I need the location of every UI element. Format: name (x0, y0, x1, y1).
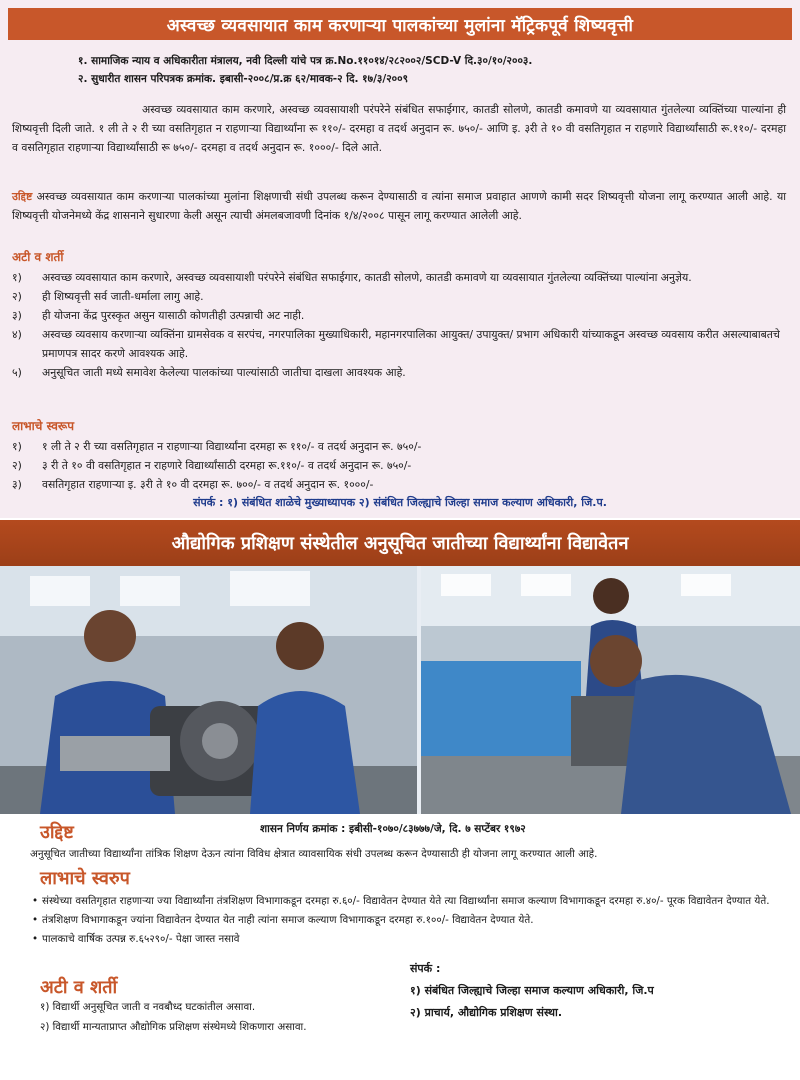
workshop-photo-left (0, 566, 417, 814)
list-item (12, 363, 788, 382)
list-item (12, 456, 788, 475)
stipend-contact-block (410, 958, 790, 1024)
list-item (12, 306, 788, 325)
item-number: ३) (12, 478, 22, 491)
contact-label: संपर्क : (410, 962, 441, 975)
pre-matric-scholarship-section (0, 0, 800, 518)
reference-2: २. सुधारीत शासन परिपत्रक क्रमांक. इबासी-२००८/प्र.क्र ६२/मावक-२ दि. १७/३/२००९ (78, 73, 409, 85)
list-item (32, 912, 772, 929)
stipend-benefits-list (32, 893, 772, 950)
item-number: ३) (12, 309, 22, 322)
workshop-photo-right (421, 566, 800, 814)
benefits-heading: लाभाचे स्वरूप (12, 419, 75, 433)
contact-item: २) प्राचार्य, औद्योगिक प्रशिक्षण संस्था. (410, 1006, 563, 1019)
list-item (32, 893, 772, 910)
conditions-list (12, 268, 788, 382)
stipend-conditions-list (40, 997, 440, 1037)
list-item (12, 437, 788, 456)
item-text: ३ री ते १० वी वसतिगृहात न राहणारे विद्यार्थ्यांसाठी दरमहा रू.११०/- व तदर्थ अनुदान रू. ७५०/- (42, 459, 412, 472)
stipend-benefits-heading: लाभाचे स्वरुप (40, 868, 130, 889)
item-text: पालकाचे वार्षिक उत्पन्न रु.६५२९०/- पेक्षा जास्त नसावे (42, 933, 240, 945)
item-text: अस्वच्छ व्यवसाय करणाऱ्या व्यक्तिंना ग्रामसेवक व सरपंच, नगरपालिका मुख्याधिकारी, महानगरपालिका आयुक्त/ उपायुक्त/ प्रभाग अधिकारी यांच्याकडून अस्वच्छ व्यवसाय करीत असल्याबाबतचे प्रमाणपत्र सादर करणे आवश्यक आहे. (42, 328, 780, 360)
benefits-list (12, 437, 788, 494)
item-text: १ ली ते २ री च्या वसतिगृहात न राहणाऱ्या विद्यार्थ्यांना दरमहा रू ११०/- व तदर्थ अनुदान रू. ७५०/- (42, 440, 422, 453)
objective-paragraph (12, 187, 786, 225)
contact-item: १) संबंधित जिल्ह्याचे जिल्हा समाज कल्याण अधिकारी, जि.प (410, 984, 654, 997)
item-number: १) (12, 440, 22, 453)
stipend-objective-heading: उद्दिष्ट (40, 822, 74, 843)
item-text: अनुसूचित जाती मध्ये समावेश केलेल्या पालकांच्या पाल्यांसाठी जातीचा दाखला आवश्यक आहे. (42, 366, 406, 379)
item-number: २) (12, 459, 22, 472)
list-item (12, 287, 788, 306)
bullet-icon: • (32, 933, 39, 945)
list-item: २) विद्यार्थी मान्यताप्राप्त औद्योगिक प्रशिक्षण संस्थेमध्ये शिकणारा असावा. (40, 1021, 307, 1033)
reference-block (78, 52, 788, 88)
item-text: ही शिष्यवृत्ती सर्व जाती-धर्माला लागु आहे. (42, 290, 204, 303)
bullet-icon: • (32, 895, 39, 907)
item-text: तंत्रशिक्षण विभागाकडून ज्यांना विद्यावेतन देण्यात येत नाही त्यांना समाज कल्याण विभागाकडून दरमहा रु.१००/- विद्यावेतन देण्यात येते. (42, 914, 534, 926)
objective-label: उद्दिष्ट (12, 190, 33, 203)
list-item (12, 475, 788, 494)
list-item (12, 325, 788, 363)
bullet-icon: • (32, 914, 39, 926)
item-text: अस्वच्छ व्यवसायात काम करणारे, अस्वच्छ व्यवसायाशी परंपरेने संबंधित सफाईगार, कातडी सोलणे, कातडी कमावणे या व्यवसायात गुंतलेल्या व्यक्तिंच्या पाल्यांना अनुज्ञेय. (42, 271, 692, 284)
objective-text: अस्वच्छ व्यवसायात काम करणाऱ्या पालकांच्या मुलांना शिक्षणाची संधी उपलब्ध करून देण्यासाठी व त्यांना समाज प्रवाहात आणणे कामी सदर शिष्यवृत्ती योजना लागू करण्यात आली आहे. या शिष्यवृत्ती योजनेमध्ये केंद्र शासनाने सुधारणा केली असून त्याची अंमलबजावणी दिनांक १/४/२००८ पासून लागू करण्यात आलेली आहे. (12, 190, 787, 222)
list-item (12, 268, 788, 287)
stipend-conditions-heading: अटी व शर्ती (40, 977, 118, 998)
item-text: वसतिगृहात राहणाऱ्या इ. ३री ते १० वी दरमहा रू. ७००/- व तदर्थ अनुदान रू. १०००/- (42, 478, 374, 491)
contact-line: संपर्क : १) संबंधित शाळेचे मुख्याध्यापक २) संबंधित जिल्ह्याचे जिल्हा समाज कल्याण अधिकारी, जि.प. (193, 496, 607, 509)
government-order: शासन निर्णय क्रमांक : इबीसी-१०७०/८३७७७/जे, दि. ७ सप्टेंबर १९७२ (260, 823, 526, 835)
list-item (32, 931, 362, 948)
conditions-heading: अटी व शर्ती (12, 250, 64, 264)
item-number: २) (12, 290, 22, 303)
pre-matric-scholarship-title: अस्वच्छ व्यवसायात काम करणाऱ्या पालकांच्या मुलांना मॅट्रिकपूर्व शिष्यवृत्ती (8, 8, 792, 40)
item-number: १) (12, 271, 22, 284)
item-number: ५) (12, 366, 22, 379)
reference-1: १. सामाजिक न्याय व अधिकारीता मंत्रालय, नवी दिल्ली यांचे पत्र क्र.No.११०१४/२८२००२/SCD-V दि.३०/१०/२००३. (78, 55, 533, 67)
stipend-objective-text: अनुसूचित जातीच्या विद्यार्थ्यांना तांत्रिक शिक्षण देऊन त्यांना विविध क्षेत्रात व्यावसायिक संधी उपलब्ध करून देण्यासाठी ही योजना लागू करण्यात आली आहे. (30, 848, 598, 860)
intro-paragraph: अस्वच्छ व्यवसायात काम करणारे, अस्वच्छ व्यवसायाशी परंपरेने संबंधित सफाईगार, कातडी सोलणे, कातडी कमावणे या व्यवसायात गुंतलेल्या व्यक्तिंच्या पाल्यांना ही शिष्यवृत्ती दिली जाते. १ ली ते २ री च्या वसतिगृहात न राहणाऱ्या विद्यार्थ्यांना रू ११०/- दरमहा व तदर्थ अनुदान रू. ७५०/- आणि इ. ३री ते १० वी वसतिगृहात न राहणारे विद्यार्थ्यांसाठी रू.११०/- दरमहा व वसतिगृहात राहणाऱ्या विद्यार्थ्यांसाठी रू ७५०/- दरमहा व तदर्थ अनुदान रू. १०००/- दिले आते. (12, 103, 786, 154)
item-text: संस्थेच्या वसतिगृहात राहणाऱ्या ज्या विद्यार्थ्यांना तंत्रशिक्षण विभागाकडून दरमहा रु.६०/- विद्यावेतन देण्यात येते त्या विद्यार्थ्यांना समाज कल्याण विभागाकडून दरमहा रु.४०/- पूरक विद्यावेतन देण्यात येते. (42, 895, 770, 907)
photo-strip (0, 566, 800, 814)
item-text: ही योजना केंद्र पुरस्कृत असुन यासाठी कोणतीही उत्पन्नाची अट नाही. (42, 309, 305, 322)
stipend-section-title: औद्योगिक प्रशिक्षण संस्थेतील अनुसूचित जातीच्या विद्यार्थ्यांना विद्यावेतन (0, 520, 800, 566)
list-item: १) विद्यार्थी अनुसूचित जाती व नवबौध्द घटकांतील असावा. (40, 1001, 256, 1013)
item-number: ४) (12, 328, 22, 341)
